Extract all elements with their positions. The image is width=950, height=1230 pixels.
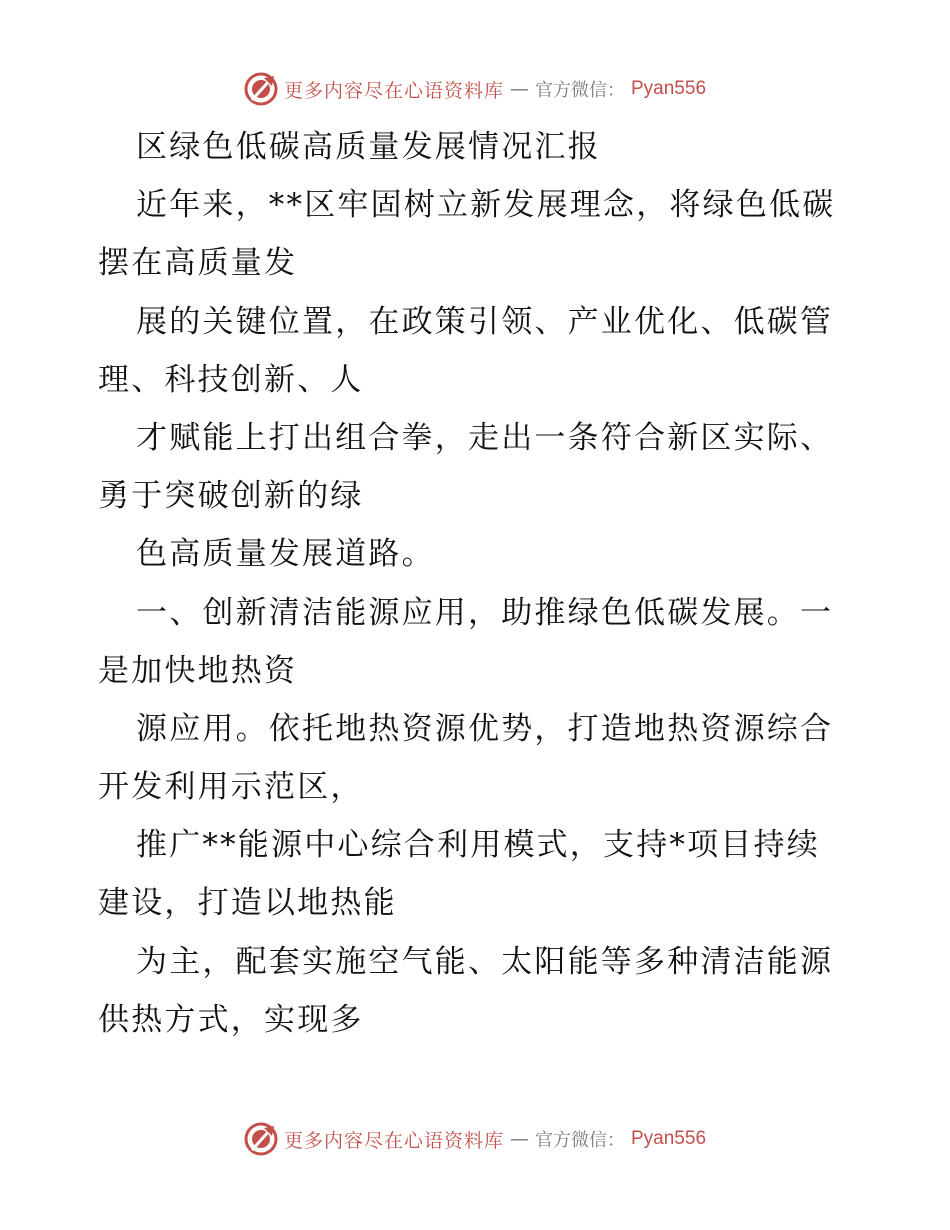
watermark-text: 更多内容尽在心语资料库 bbox=[283, 1129, 504, 1152]
paragraph-line: 是加快地热资 bbox=[98, 652, 298, 689]
paragraph-line: 供热方式，实现多 bbox=[98, 1001, 364, 1038]
watermark-separator: — bbox=[510, 1128, 529, 1150]
document-body bbox=[98, 118, 858, 1049]
pen-logo-icon bbox=[244, 1122, 278, 1156]
section-heading-line: 一、创新清洁能源应用，助推绿色低碳发展。一 bbox=[136, 594, 834, 631]
paragraph-line: 为主，配套实施空气能、太阳能等多种清洁能源 bbox=[136, 943, 834, 980]
paragraph-line: 建设，打造以地热能 bbox=[98, 885, 397, 922]
header-watermark bbox=[0, 72, 950, 106]
watermark-handle: Pyan556 bbox=[631, 1128, 707, 1149]
paragraph-line: 勇于突破创新的绿 bbox=[98, 478, 364, 515]
paragraph-line: 展的关键位置，在政策引领、产业优化、低碳管 bbox=[136, 303, 834, 340]
paragraph-line: 理、科技创新、人 bbox=[98, 361, 364, 398]
watermark-contact-label: 官方微信： bbox=[535, 80, 625, 101]
watermark-contact-label: 官方微信： bbox=[535, 1130, 625, 1151]
watermark-text: 更多内容尽在心语资料库 bbox=[283, 79, 504, 102]
paragraph-line: 源应用。依托地热资源优势，打造地热资源综合 bbox=[136, 710, 834, 747]
document-title-line: 区绿色低碳高质量发展情况汇报 bbox=[136, 129, 601, 165]
pen-logo-icon bbox=[244, 72, 278, 106]
watermark-handle: Pyan556 bbox=[631, 78, 707, 99]
paragraph-line: 开发利用示范区， bbox=[98, 769, 364, 806]
watermark-separator: — bbox=[510, 78, 529, 100]
paragraph-line: 才赋能上打出组合拳，走出一条符合新区实际、 bbox=[136, 419, 834, 456]
paragraph-line: 色高质量发展道路。 bbox=[136, 536, 435, 573]
paragraph-line: 推广**能源中心综合利用模式，支持*项目持续 bbox=[136, 827, 820, 864]
footer-watermark bbox=[0, 1122, 950, 1156]
paragraph-line: 摆在高质量发 bbox=[98, 245, 298, 282]
paragraph-line: 近年来，**区牢固树立新发展理念，将绿色低碳 bbox=[136, 187, 836, 224]
